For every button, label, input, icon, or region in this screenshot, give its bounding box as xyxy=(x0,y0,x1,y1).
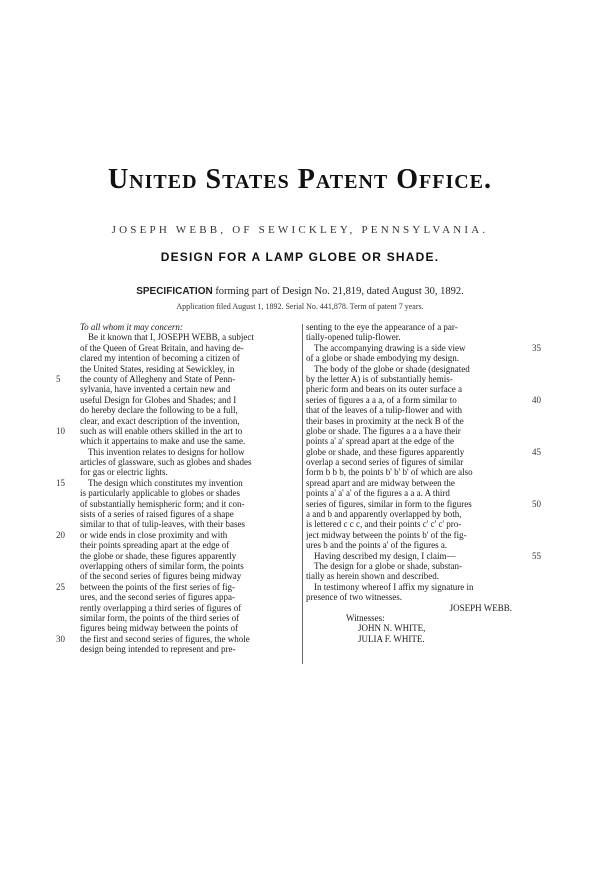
text-line: of a globe or shade embodying my design. xyxy=(306,353,459,364)
text-line: the globe or shade, these figures apparently xyxy=(80,550,237,561)
text-line: or wide ends in close proximity and with xyxy=(80,529,228,540)
text-line: JOHN N. WHITE, xyxy=(358,623,426,634)
text-line: In testimony whereof I affix my signature in xyxy=(314,581,474,592)
text-line: clared my intention of becoming a citizen of xyxy=(80,353,240,364)
specification-lead: SPECIFICATION xyxy=(136,286,213,297)
text-line: The body of the globe or shade (designated xyxy=(314,363,470,374)
text-line: ures b and the points a' of the figures a. xyxy=(306,540,448,551)
line-number: 40 xyxy=(532,394,541,405)
text-line: form b b b, the points b' b' b' of which are also xyxy=(306,467,473,478)
line-number: 30 xyxy=(56,634,65,644)
text-line: for gas or electric lights. xyxy=(80,467,168,478)
text-line: spread apart and are midway between the xyxy=(306,477,455,488)
text-line: Having described my design, I claim— xyxy=(314,550,456,561)
text-line: The design which constitutes my invention xyxy=(88,477,243,488)
text-line: the United States, residing at Sewickley, in xyxy=(80,363,235,374)
text-line: points a' a' a' of the figures a a a. A third xyxy=(306,488,450,499)
text-line: tially-opened tulip-flower. xyxy=(306,332,401,343)
line-number: 50 xyxy=(532,498,541,509)
text-line: sylvania, have invented a certain new and xyxy=(80,384,231,395)
text-line: senting to the eye the appearance of a par- xyxy=(306,322,458,332)
line-number: 15 xyxy=(56,478,65,488)
text-line: Witnesses: xyxy=(346,612,385,623)
text-line: the county of Allegheny and State of Penn- xyxy=(80,373,236,384)
text-line: figures being midway between the points of xyxy=(80,623,238,634)
text-line: sists of a series of raised figures of a shape xyxy=(80,509,234,520)
text-line: that of the leaves of a tulip-flower and with xyxy=(306,405,462,416)
line-number: 25 xyxy=(56,582,65,592)
text-line: overlapping others of similar form, the points xyxy=(80,560,244,571)
line-number: 55 xyxy=(532,550,541,561)
text-line: of the second series of figures being midway xyxy=(80,571,242,582)
column-divider xyxy=(302,324,303,664)
text-line: is particularly applicable to globes or shades xyxy=(80,488,240,499)
text-line: JOSEPH WEBB. xyxy=(449,602,512,613)
text-line: by the letter A) is of substantially hemis- xyxy=(306,373,453,384)
text-line: their points spreading apart at the edge of xyxy=(80,540,230,551)
text-line: This invention relates to designs for hollow xyxy=(88,446,245,457)
text-line: The design for a globe or shade, substan- xyxy=(314,560,462,571)
text-line: between the points of the first series of fig- xyxy=(80,581,235,592)
line-number: 5 xyxy=(56,374,61,384)
text-line: The accompanying drawing is a side view xyxy=(314,342,466,353)
text-line: is lettered c c c, and their points c' c' c' pro- xyxy=(306,519,462,530)
text-line: JULIA F. WHITE. xyxy=(358,633,425,644)
text-line: which it appertains to make and use the same. xyxy=(80,436,246,447)
text-line: overlap a second series of figures of similar xyxy=(306,457,464,468)
application-line: Application filed August 1, 1892. Serial No. 441,878. Term of patent 7 years. xyxy=(176,302,424,311)
specification-text: forming part of Design No. 21,819, dated August 30, 1892. xyxy=(215,286,464,297)
office-title: United States Patent Office. xyxy=(107,164,493,195)
text-line: articles of glassware, such as globes and shades xyxy=(80,457,252,468)
text-line: presence of two witnesses. xyxy=(306,592,402,603)
right-column xyxy=(306,322,528,644)
specification-line xyxy=(0,286,600,297)
text-line: the first and second series of figures, the whole xyxy=(80,633,250,644)
text-line: useful Design for Globes and Shades; and I xyxy=(80,394,237,405)
text-line: ject midway between the points b' of the fig- xyxy=(306,529,467,540)
text-line: ures, and the second series of figures appa- xyxy=(80,592,235,603)
text-line: To all whom it may concern: xyxy=(80,322,183,332)
text-line: series of figures a a a, of a form similar to xyxy=(306,394,457,405)
text-line: pheric form and bears on its outer surface a xyxy=(306,384,462,395)
text-line: of substantially hemispheric form; and it con- xyxy=(80,498,245,509)
line-number: 45 xyxy=(532,446,541,457)
text-line: points a' a' spread apart at the edge of the xyxy=(306,436,454,447)
text-line: clear, and exact description of the invention, xyxy=(80,415,240,426)
text-line: rently overlapping a third series of figures of xyxy=(80,602,242,613)
text-line: their bases in proximity at the neck B of the xyxy=(306,415,464,426)
inventor-line: JOSEPH WEBB, OF SEWICKLEY, PENNSYLVANIA. xyxy=(111,224,489,236)
text-line: design being intended to represent and pre- xyxy=(80,644,236,655)
text-line: such as will enable others skilled in the art to xyxy=(80,425,243,436)
line-number: 35 xyxy=(532,342,541,353)
design-title: DESIGN FOR A LAMP GLOBE OR SHADE. xyxy=(160,250,440,264)
line-number: 20 xyxy=(56,530,65,540)
text-line: similar to that of tulip-leaves, with their bases xyxy=(80,519,245,530)
left-column xyxy=(80,322,298,655)
text-line: series of figures, similar in form to the figures xyxy=(306,498,472,509)
text-line: Be it known that I, JOSEPH WEBB, a subject xyxy=(88,332,254,343)
text-line: globe or shade. The figures a a a have their xyxy=(306,425,461,436)
text-line: of the Queen of Great Britain, and having de- xyxy=(80,342,244,353)
text-line: tially as herein shown and described. xyxy=(306,571,439,582)
text-line: a and b and apparently overlapped by both, xyxy=(306,509,462,520)
text-line: similar form, the points of the third series of xyxy=(80,612,240,623)
text-line: globe or shade, and these figures apparently xyxy=(306,446,465,457)
line-number: 10 xyxy=(56,426,65,436)
text-line: do hereby declare the following to be a full, xyxy=(80,405,238,416)
